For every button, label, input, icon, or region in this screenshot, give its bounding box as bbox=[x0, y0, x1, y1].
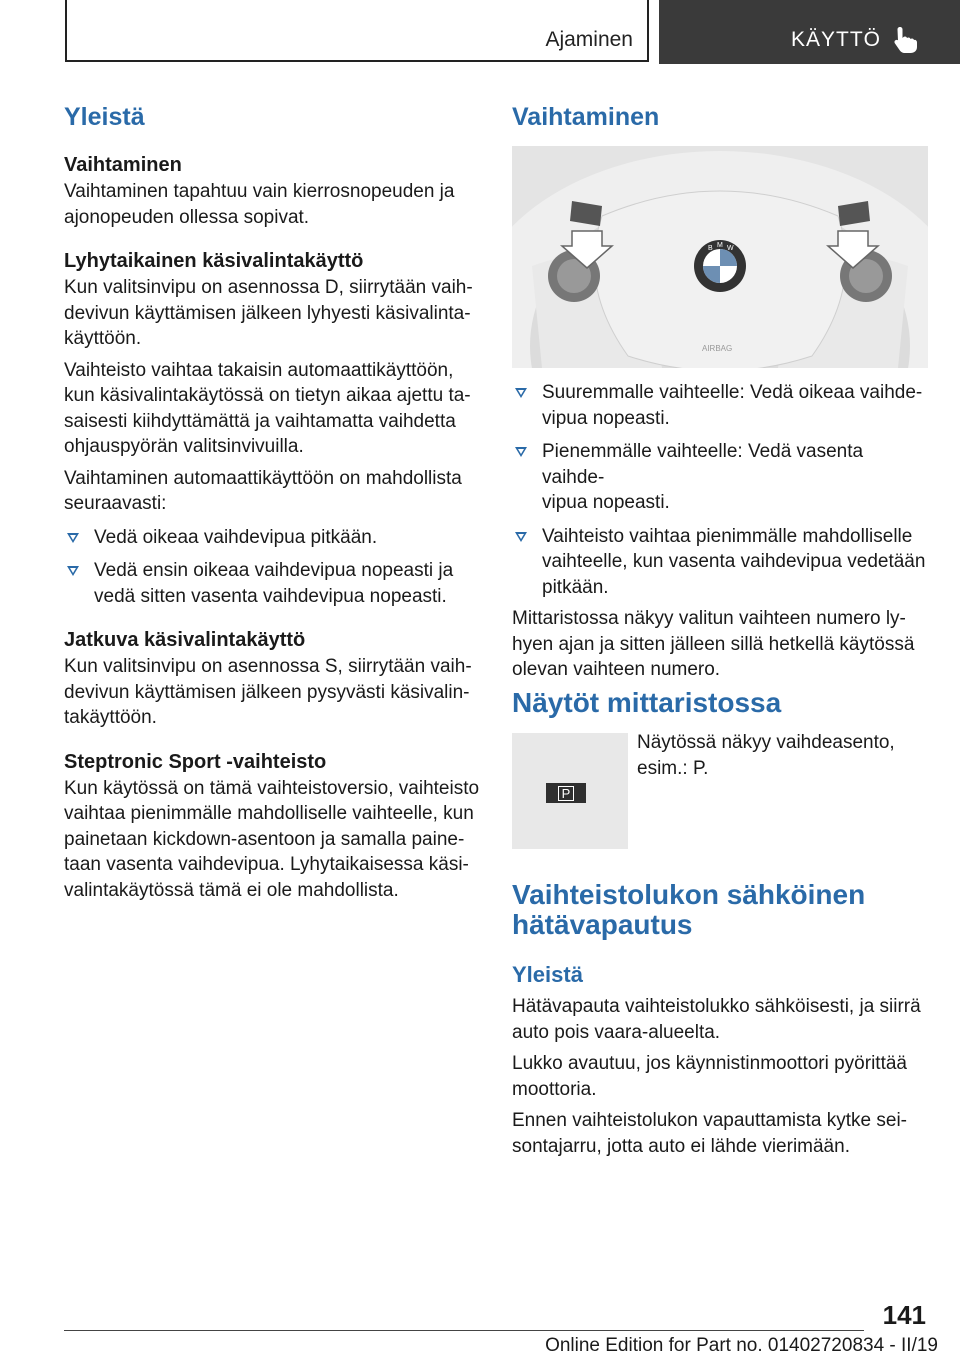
bmw-letter: M bbox=[717, 242, 723, 249]
text-line: auto pois vaara‐alueelta. bbox=[512, 1021, 721, 1043]
edition-note: Online Edition for Part no. 01402720834 - II/19 bbox=[545, 1335, 938, 1356]
text-line: moottoria. bbox=[512, 1078, 597, 1100]
text-line: Vaihtaminen tapahtuu vain kierrosnopeuden ja bbox=[64, 181, 455, 202]
page-header bbox=[0, 0, 960, 64]
subheading-steptronic: Steptronic Sport ‐vaihteisto bbox=[64, 750, 327, 773]
text-line: vaihtaa pienimmälle mahdolliselle vaihteelle, kun bbox=[64, 803, 474, 824]
text-line: devivun käyttämisen jälkeen pysyvästi käsivalin‐ bbox=[64, 681, 470, 703]
text-line: Hätävapauta vaihteistolukko sähköisesti, ja siirrä bbox=[512, 996, 921, 1017]
subheading-jatkuva: Jatkuva käsivalintakäyttö bbox=[64, 629, 306, 651]
list-item-text: Vedä ensin oikeaa vaihdevipua nopeasti ja bbox=[94, 560, 454, 581]
right-column bbox=[512, 100, 928, 132]
footer-divider bbox=[64, 1330, 864, 1331]
text-line: Kun valitsinvipu on asennossa D, siirrytään vaih‐ bbox=[64, 277, 473, 298]
subheading-yleista: Yleistä bbox=[512, 962, 583, 987]
text-line: Vaihtaminen automaattikäyttöön on mahdollista bbox=[64, 467, 462, 489]
list-item-text: vipua nopeasti. bbox=[542, 407, 670, 429]
chapter-label: KÄYTTÖ bbox=[791, 28, 882, 51]
triangle-bullet-icon bbox=[67, 533, 79, 543]
emergency-release-section bbox=[512, 880, 928, 1159]
list-item-text: Pienemmälle vaihteelle: Vedä vasenta vaihde‐ bbox=[542, 441, 864, 488]
text-line: ohjauspyörän valitsinvivuilla. bbox=[64, 436, 304, 457]
text-line: sontajarru, jotta auto ei lähde vierimään. bbox=[512, 1135, 850, 1157]
section-heading-naytot: Näytöt mittaristossa bbox=[512, 687, 782, 718]
text-line: Vaihteisto vaihtaa takaisin automaattikäyttöön, bbox=[64, 359, 454, 381]
text-line: Näytössä näkyy vaihdeasento, bbox=[637, 732, 895, 753]
list-item bbox=[512, 380, 928, 431]
triangle-bullet-icon bbox=[515, 532, 527, 542]
list-item-text: pitkään. bbox=[542, 576, 609, 598]
section-heading-hatavapautus-2: hätävapautus bbox=[512, 909, 693, 940]
text-line: esim.: P. bbox=[637, 757, 709, 779]
left-column bbox=[64, 100, 480, 903]
chapter-tab bbox=[659, 0, 960, 64]
subheading-vaihtaminen: Vaihtaminen bbox=[64, 154, 182, 176]
list-item-text: Suuremmalle vaihteelle: Vedä oikeaa vaihde‐ bbox=[542, 382, 923, 403]
bmw-letter: W bbox=[727, 245, 734, 252]
text-line: käyttöön. bbox=[64, 328, 142, 349]
list-item bbox=[512, 439, 928, 516]
text-line: hyen ajan ja sitten jälleen sillä hetkellä käytössä bbox=[512, 633, 915, 655]
text-line: takäyttöön. bbox=[64, 707, 157, 728]
bmw-letter: B bbox=[708, 245, 713, 252]
airbag-label: AIRBAG bbox=[702, 344, 733, 353]
list-item bbox=[64, 558, 480, 609]
text-line: ajonopeuden ollessa sopivat. bbox=[64, 206, 310, 228]
text-line: devivun käyttämisen jälkeen lyhyesti käsivalinta‐ bbox=[64, 302, 471, 324]
text-line: Kun valitsinvipu on asennossa S, siirrytään vaih‐ bbox=[64, 656, 472, 677]
list-item-text: Vaihteisto vaihtaa pienimmälle mahdolliselle bbox=[542, 525, 913, 547]
section-tab bbox=[65, 0, 649, 62]
list-item-text: vedä sitten vasenta vaihdevipua nopeasti. bbox=[94, 585, 447, 607]
section-heading-vaihtaminen: Vaihtaminen bbox=[512, 103, 660, 131]
text-line: seuraavasti: bbox=[64, 493, 167, 514]
list-item bbox=[64, 525, 480, 551]
triangle-bullet-icon bbox=[515, 447, 527, 457]
triangle-bullet-icon bbox=[515, 388, 527, 398]
text-line: kun käsivalintakäytössä on tietyn aikaa ajettu ta‐ bbox=[64, 385, 471, 406]
section-label: Ajaminen bbox=[545, 28, 633, 51]
text-line: Mittaristossa näkyy valitun vaihteen numero ly‐ bbox=[512, 608, 906, 629]
right-list-block bbox=[512, 380, 928, 683]
section-heading-yleista: Yleistä bbox=[64, 103, 145, 131]
bmw-logo bbox=[694, 240, 746, 292]
text-line: valintakäytössä tämä ei ole mahdollista. bbox=[64, 879, 399, 901]
list-item-text: vaihteelle, kun vasenta vaihdevipua vedetään bbox=[542, 551, 926, 572]
triangle-bullet-icon bbox=[67, 566, 79, 576]
text-line: saisesti kiihdyttämättä ja vaihtamatta vaihdetta bbox=[64, 410, 456, 432]
subheading-lyhytaikainen: Lyhytaikainen käsivalintakäyttö bbox=[64, 250, 364, 272]
cluster-display-illustration bbox=[512, 733, 628, 849]
display-description bbox=[637, 730, 927, 781]
text-line: taan vasenta vaihdevipua. Lyhytaikaisessa käsi‐ bbox=[64, 854, 469, 875]
text-line: olevan vaihteen numero. bbox=[512, 659, 721, 680]
text-line: painetaan kickdown‐asentoon ja samalla paine‐ bbox=[64, 828, 465, 850]
list-item bbox=[512, 524, 928, 601]
gear-indicator bbox=[546, 783, 586, 803]
section-heading-hatavapautus: Vaihteistolukon sähköinen bbox=[512, 879, 866, 910]
page-number: 141 bbox=[882, 1300, 926, 1330]
text-line: Lukko avautuu, jos käynnistinmoottori pyörittää bbox=[512, 1053, 907, 1074]
text-line: Ennen vaihteistolukon vapauttamista kytke sei‐ bbox=[512, 1110, 907, 1131]
text-line: Kun käytössä on tämä vaihteistoversio, vaihteisto bbox=[64, 777, 480, 799]
pointing-hand-icon bbox=[893, 26, 919, 54]
list-item-text: vipua nopeasti. bbox=[542, 492, 670, 513]
steering-wheel-illustration bbox=[512, 146, 928, 368]
gear-letter: P bbox=[558, 786, 575, 801]
list-item-text: Vedä oikeaa vaihdevipua pitkään. bbox=[94, 526, 378, 548]
